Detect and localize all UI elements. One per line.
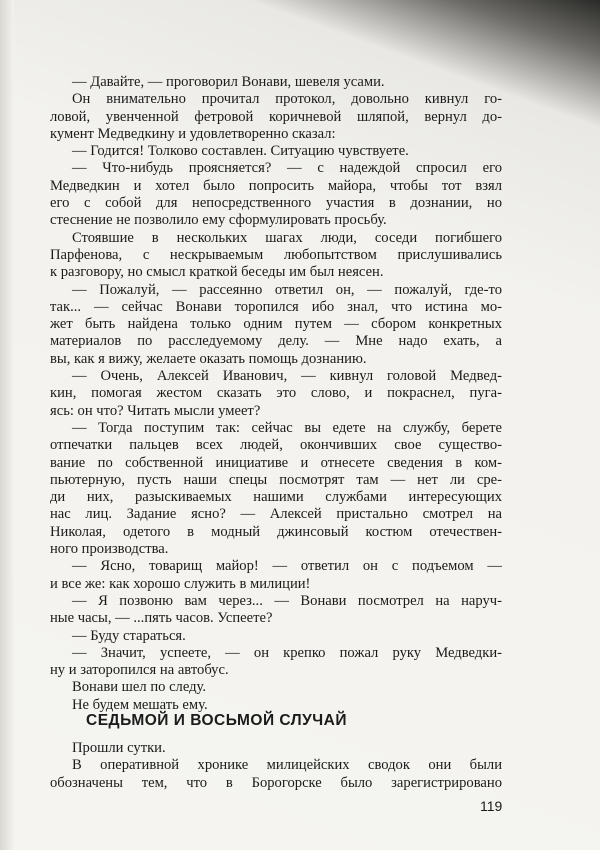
text-line: и все же: как хорошо служить в милиции! [50, 575, 311, 592]
chapter-body-text [50, 740, 502, 792]
text-line: материалов по расследуемому делу. — Мне надо ехать, а [50, 333, 502, 350]
page-number: 119 [480, 798, 503, 814]
text-line: к разговору, но смысл краткой беседы им был неясен. [50, 264, 384, 281]
text-line: Николая, одетого в модный джинсовый костюм отечествен- [50, 523, 502, 540]
text-line: стеснение не позволило ему сформулировать просьбу. [50, 212, 387, 229]
text-line: жет быть найдена только одним путем — сбором конкретных [50, 316, 502, 333]
text-line: — Очень, Алексей Иванович, — кивнул головой Медвед- [72, 368, 502, 385]
text-line: — Годится! Толково составлен. Ситуацию чувствуете. [72, 143, 409, 160]
text-line: Он внимательно прочитал протокол, довольно кивнул го- [72, 91, 502, 108]
text-line: отпечатки пальцев всех людей, окончивших свое существо- [50, 437, 502, 454]
page-edge-shadow [0, 0, 14, 850]
text-line: пьютерную, пусть наши спецы посмотрят там — нет ли сре- [50, 471, 502, 488]
text-line: — Тогда поступим так: сейчас вы едете на службу, берете [72, 419, 502, 436]
chapter-heading: СЕДЬМОЙ И ВОСЬМОЙ СЛУЧАЙ [86, 712, 347, 729]
text-line: вание по собственной инициативе и отнесете сведения в ком- [50, 454, 502, 471]
text-line: — Что-нибудь проясняется? — с надеждой спросил его [72, 160, 502, 177]
text-line: — Давайте, — проговорил Вонави, шевеля усами. [72, 74, 385, 90]
text-line: Парфенова, с нескрываемым любопытством прислушивались [50, 246, 502, 263]
text-line: ясь: он что? Читать мысли умеет? [50, 402, 261, 419]
text-line: ловой, увенченной фетровой коричневой шляпой, вернул до- [50, 108, 502, 125]
text-line: ди них, разыскиваемых нашими службами интересующих [50, 489, 502, 506]
text-line: Вонави шел по следу. [72, 679, 207, 696]
text-line: кумент Медведкину и удовлетворенно сказал: [50, 125, 336, 142]
body-text [50, 74, 502, 714]
text-line: Медведкин и хотел было попросить майора, чтобы тот взял [50, 177, 502, 194]
text-line: его с собой для непосредственного участия в дознании, но [50, 195, 502, 212]
text-line: В оперативной хронике милицейских сводок они были [72, 757, 502, 774]
text-line: — Значит, успеете, — он крепко пожал руку Медведки- [72, 644, 502, 661]
text-line: нас лиц. Задание ясно? — Алексей пристально смотрел на [50, 506, 502, 523]
text-line: ного производства. [50, 541, 169, 558]
text-line: Стоявшие в нескольких шагах люди, соседи погибшего [72, 229, 502, 246]
text-line: — Пожалуй, — рассеянно ответил он, — пожалуй, где-то [72, 281, 502, 298]
text-line: вы, как я вижу, желаете оказать помощь дознанию. [50, 350, 367, 367]
text-line: обозначены тем, что в Борогорске было зарегистрировано [50, 774, 502, 791]
text-line: ну и заторопился на автобус. [50, 662, 229, 679]
text-line: — Буду стараться. [72, 627, 186, 644]
text-line: Не будем мешать ему. [72, 696, 208, 713]
text-line: ные часы, — ...пять часов. Успеете? [50, 610, 273, 627]
text-line: Прошли сутки. [72, 740, 166, 756]
text-line: кин, помогая жестом сказать это слово, и покраснел, пуга- [50, 385, 502, 402]
text-line: — Ясно, товарищ майор! — ответил он с подъемом — [72, 558, 502, 575]
text-line: так... — сейчас Вонави торопился ибо знал, что истина мо- [50, 298, 502, 315]
text-line: — Я позвоню вам через... — Вонави посмотрел на наруч- [72, 592, 502, 609]
